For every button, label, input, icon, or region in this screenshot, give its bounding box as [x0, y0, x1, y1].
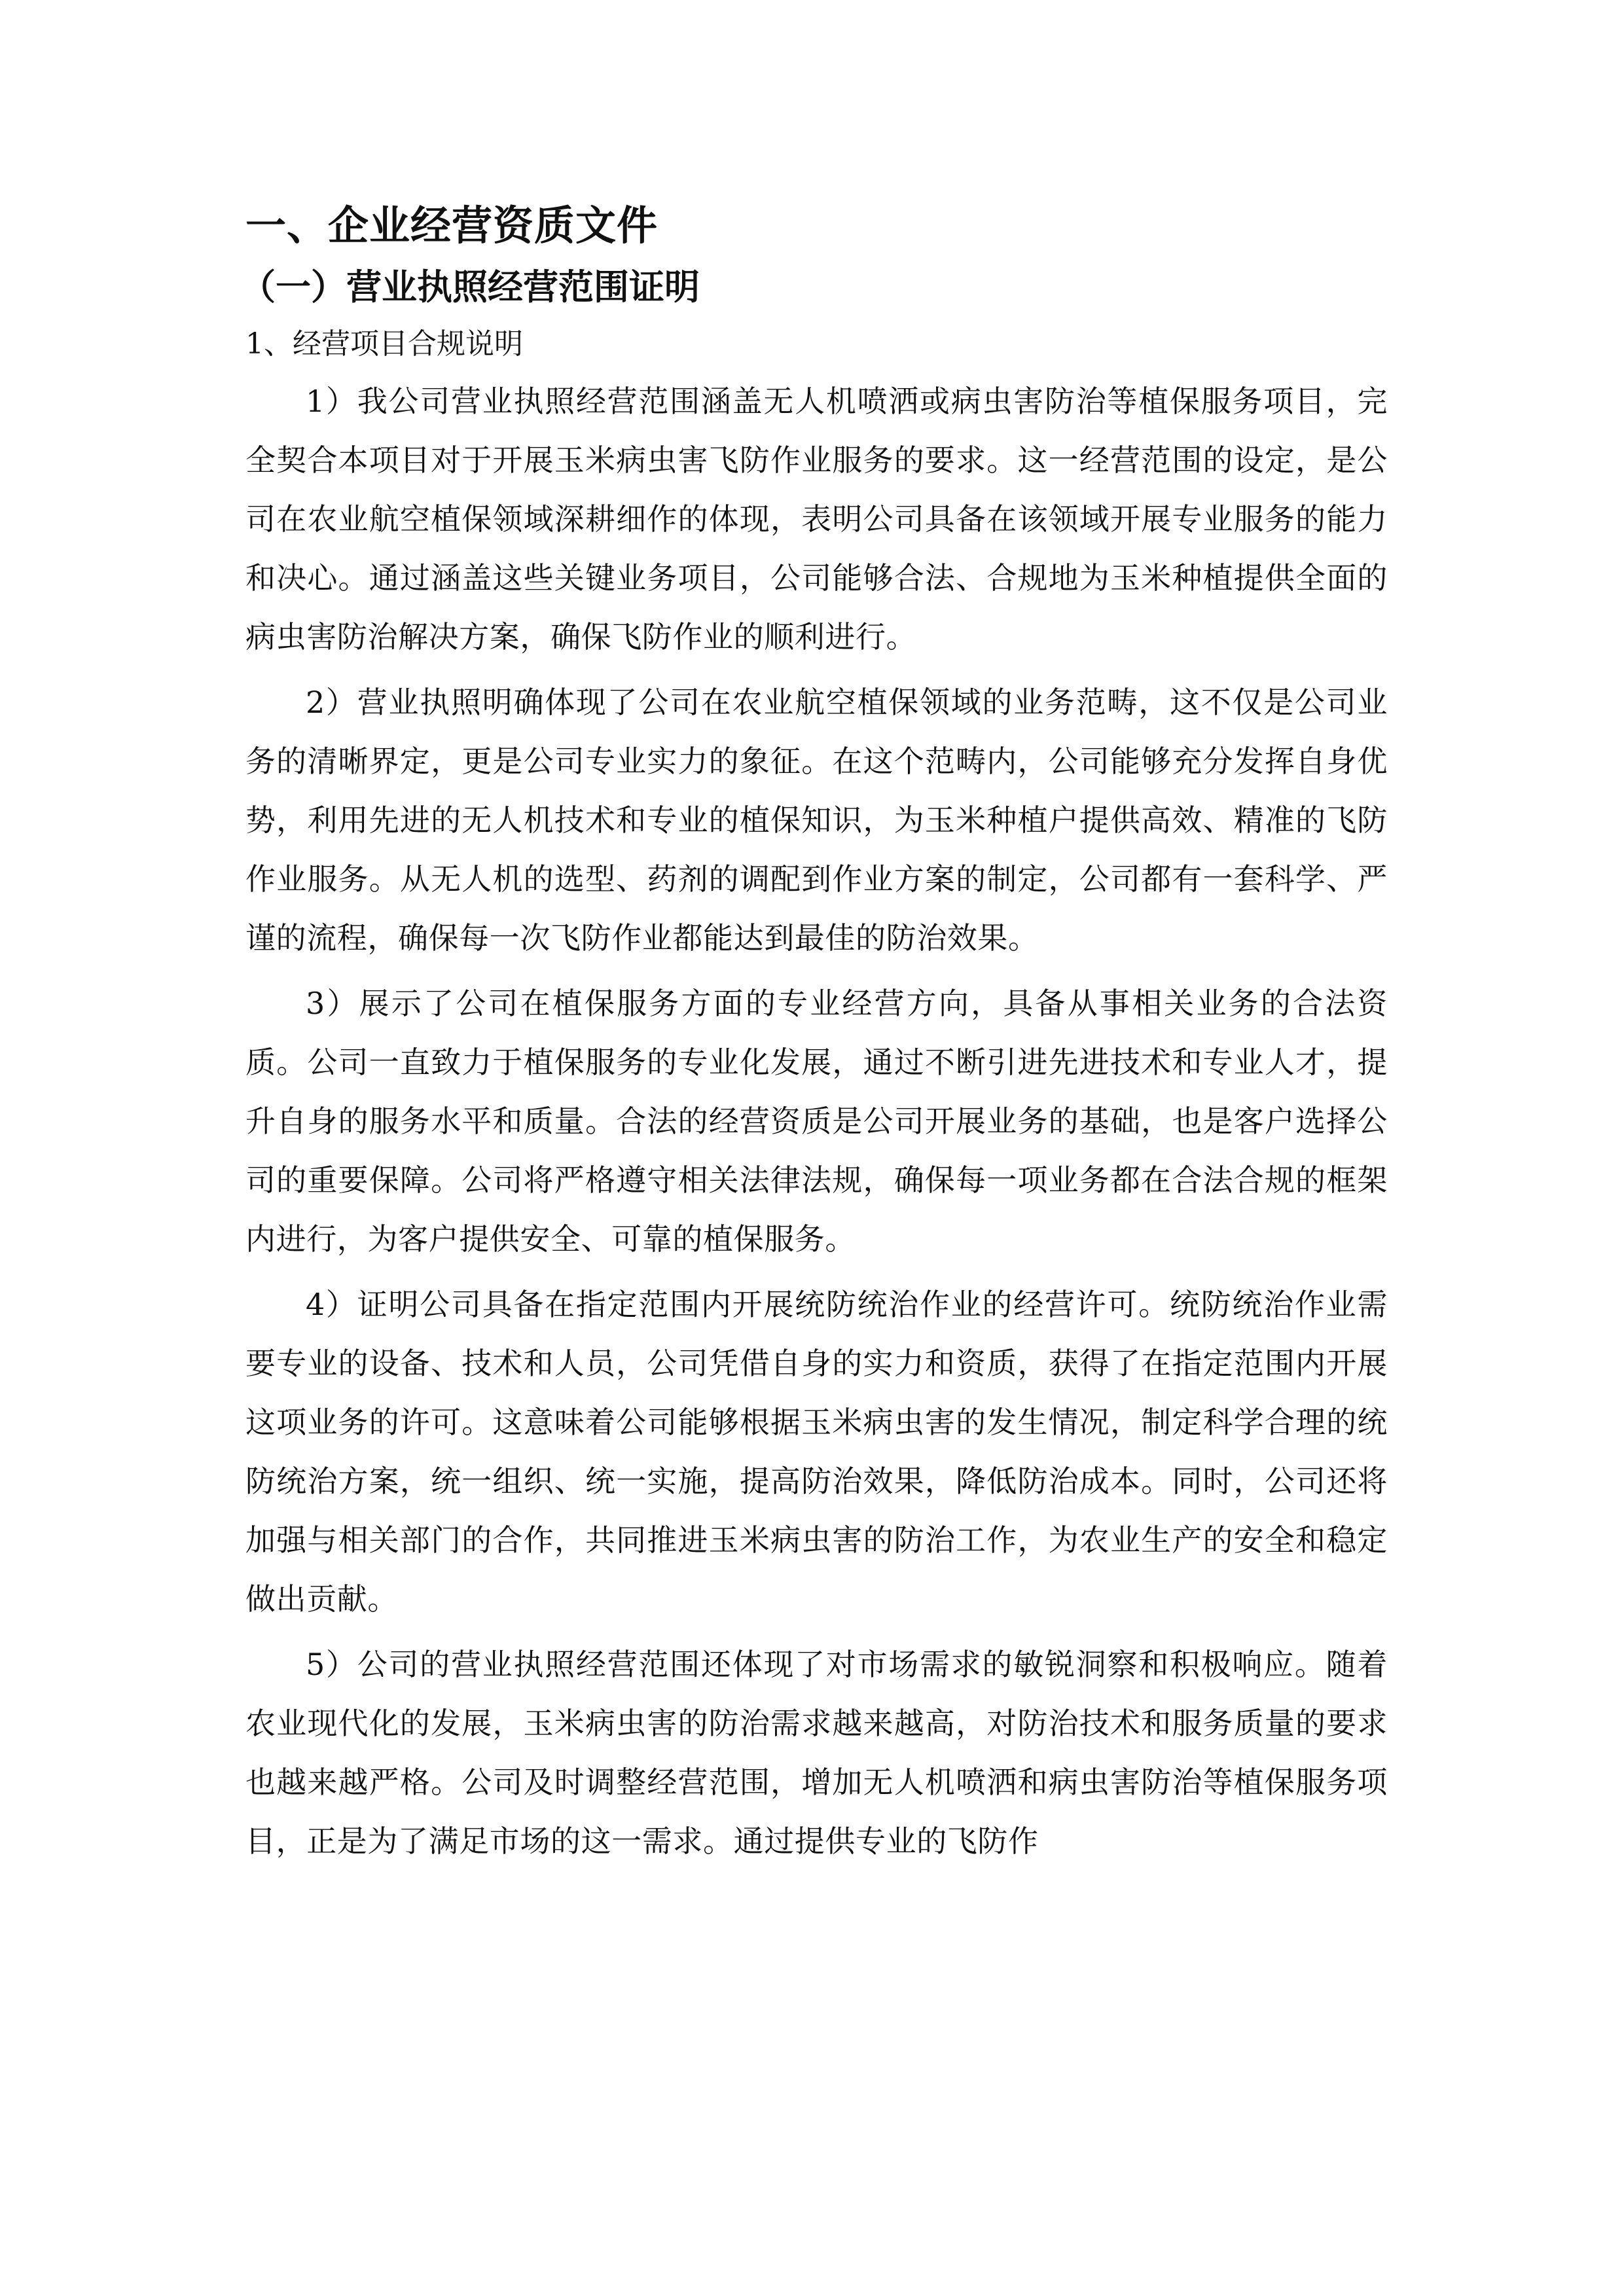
paragraph-5: 5）公司的营业执照经营范围还体现了对市场需求的敏锐洞察和积极响应。随着农业现代化的发展，玉米病虫害的防治需求越来越高，对防治技术和服务质量的要求也越来越严格。公司及时调整经营范围，增加无人机喷洒和病虫害防治等植保服务项目，正是为了满足市场的这一需求。通过提供专业的飞防作: [245, 1647, 1388, 1859]
paragraph-1: 1）我公司营业执照经营范围涵盖无人机喷洒或病虫害防治等植保服务项目，完全契合本项目对于开展玉米病虫害飞防作业服务的要求。这一经营范围的设定，是公司在农业航空植保领域深耕细作的体现，表明公司具备在该领域开展专业服务的能力和决心。通过涵盖这些关键业务项目，公司能够合法、合规地为玉米种植提供全面的病虫害防治解决方案，确保飞防作业的顺利进行。: [245, 384, 1388, 655]
section-heading: 一、企业经营资质文件: [245, 202, 659, 249]
paragraph-3: 3）展示了公司在植保服务方面的专业经营方向，具备从事相关业务的合法资质。公司一直致力于植保服务的专业化发展，通过不断引进先进技术和专业人才，提升自身的服务水平和质量。合法的经营资质是公司开展业务的基础，也是客户选择公司的重要保障。公司将严格遵守相关法律法规，确保每一项业务都在合法合规的框架内进行，为客户提供安全、可靠的植保服务。: [245, 986, 1388, 1257]
item-heading: 1、经营项目合规说明: [245, 327, 523, 361]
document-body: [240, 196, 1388, 1871]
subsection-heading: （一）营业执照经营范围证明: [240, 266, 700, 308]
paragraph-2: 2）营业执照明确体现了公司在农业航空植保领域的业务范畴，这不仅是公司业务的清晰界定，更是公司专业实力的象征。在这个范畴内，公司能够充分发挥自身优势，利用先进的无人机技术和专业的植保知识，为玉米种植户提供高效、精准的飞防作业服务。从无人机的选型、药剂的调配到作业方案的制定，公司都有一套科学、严谨的流程，确保每一次飞防作业都能达到最佳的防治效果。: [245, 685, 1388, 956]
paragraph-4: 4）证明公司具备在指定范围内开展统防统治作业的经营许可。统防统治作业需要专业的设备、技术和人员，公司凭借自身的实力和资质，获得了在指定范围内开展这项业务的许可。这意味着公司能够根据玉米病虫害的发生情况，制定科学合理的统防统治方案，统一组织、统一实施，提高防治效果，降低防治成本。同时，公司还将加强与相关部门的合作，共同推进玉米病虫害的防治工作，为农业生产的安全和稳定做出贡献。: [245, 1287, 1388, 1617]
